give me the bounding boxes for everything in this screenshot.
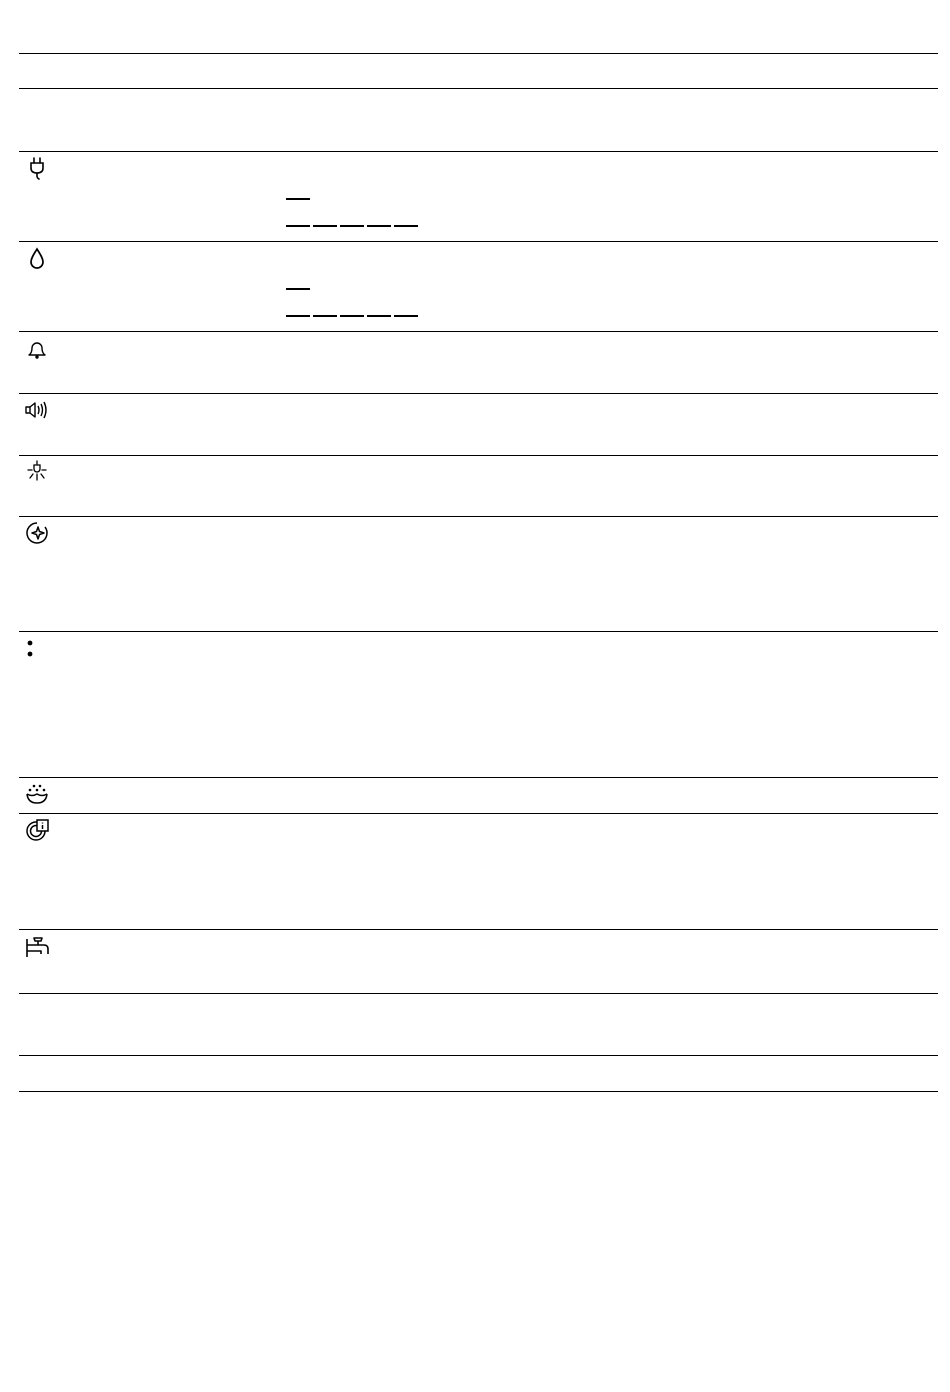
value-dash-single (286, 288, 310, 290)
value-dash (340, 225, 364, 227)
table-rule (19, 455, 938, 456)
table-rule (19, 393, 938, 394)
table-rule (19, 1055, 938, 1056)
value-dash (286, 225, 310, 227)
value-dash-single (286, 198, 310, 200)
value-dash (394, 225, 418, 227)
value-dash (340, 315, 364, 317)
table-rule (19, 53, 938, 54)
dishes-info-icon (25, 818, 51, 844)
value-dash (286, 315, 310, 317)
table-rule (19, 777, 938, 778)
vertical-dots-icon (25, 638, 51, 664)
settings-table (19, 0, 938, 1392)
value-dash (367, 315, 391, 317)
table-rule (19, 151, 938, 152)
table-rule (19, 993, 938, 994)
table-rule (19, 631, 938, 632)
light-bulb-icon (25, 459, 51, 485)
table-rule (19, 929, 938, 930)
table-rule (19, 88, 938, 89)
table-rule (19, 1091, 938, 1092)
tap-icon (25, 935, 51, 961)
plug-icon (25, 156, 51, 182)
speaker-icon (25, 398, 51, 424)
table-rule (19, 241, 938, 242)
value-dash (394, 315, 418, 317)
bell-icon (25, 337, 51, 363)
value-dash (367, 225, 391, 227)
table-rule (19, 516, 938, 517)
table-rule (19, 813, 938, 814)
clock-sparkle-icon (25, 521, 51, 547)
salt-bowl-icon (25, 783, 51, 809)
value-dash (313, 225, 337, 227)
table-rule (19, 331, 938, 332)
water-drop-icon (25, 246, 51, 272)
value-dash (313, 315, 337, 317)
